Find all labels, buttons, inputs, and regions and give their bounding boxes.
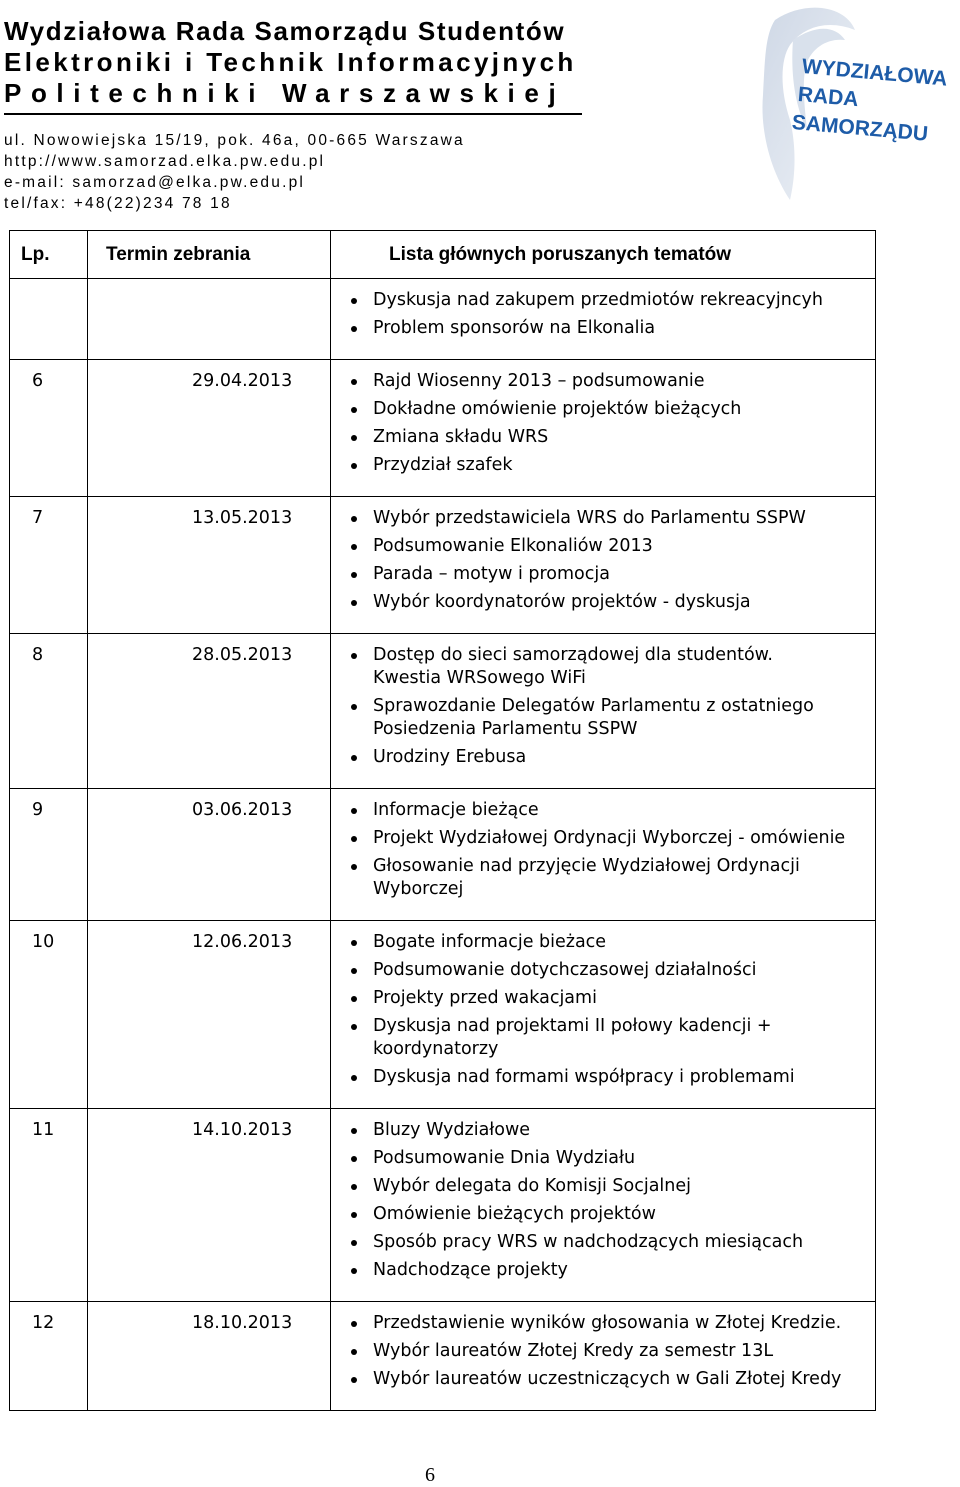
organization-name-line-2: Elektroniki i Technik Informacyjnych (4, 47, 577, 77)
bullet-icon (351, 1024, 357, 1030)
topic-item (331, 426, 875, 449)
logo-text-line-1: WYDZIAŁOWA (800, 55, 949, 91)
cell-meeting-date (88, 279, 331, 360)
cell-topics (331, 921, 876, 1109)
topic-list (331, 279, 875, 359)
topic-item (331, 507, 875, 530)
meetings-table (9, 230, 876, 1411)
bullet-icon (351, 1075, 357, 1081)
topic-item (331, 317, 875, 340)
topic-text: Wybór delegata do Komisji Socjalnej (373, 1176, 692, 1196)
table-row (10, 497, 876, 634)
topic-text: Wybór przedstawiciela WRS do Parlamentu SSPW (373, 508, 806, 528)
logo-text-line-2: RADA (796, 83, 860, 112)
topic-item (331, 1147, 875, 1170)
topic-item (331, 1203, 875, 1226)
topic-text: Dostęp do sieci samorządowej dla studentów. (373, 645, 773, 665)
topic-item (331, 987, 875, 1010)
topic-list (331, 1109, 875, 1301)
bullet-icon (351, 407, 357, 413)
table-row (10, 634, 876, 789)
cell-lp: 12 (10, 1302, 88, 1411)
topic-text: Kwestia WRSowego WiFi (373, 668, 586, 688)
bullet-icon (351, 600, 357, 606)
topic-text: Głosowanie nad przyjęcie Wydziałowej Ordynacji Wyborczej (373, 856, 800, 899)
column-header-lp: Lp. (10, 231, 88, 279)
cell-topics (331, 279, 876, 360)
bullet-icon (351, 1349, 357, 1355)
address: ul. Nowowiejska 15/19, pok. 46a, 00-665 Warszawa (4, 132, 465, 149)
bullet-icon (351, 544, 357, 550)
topic-list (331, 497, 875, 633)
cell-topics (331, 634, 876, 789)
topic-text: Sposób pracy WRS w nadchodzących miesiącach (373, 1232, 804, 1252)
topic-item (331, 746, 875, 769)
cell-meeting-date: 18.10.2013 (88, 1302, 331, 1411)
cell-topics (331, 1109, 876, 1302)
topic-item (331, 289, 875, 312)
topic-item (331, 1119, 875, 1142)
bullet-icon (351, 1212, 357, 1218)
topic-text: Problem sponsorów na Elkonalia (373, 318, 656, 338)
cell-topics (331, 1302, 876, 1411)
topic-text: Informacje bieżące (373, 800, 539, 820)
topic-text: Rajd Wiosenny 2013 – podsumowanie (373, 371, 705, 391)
bullet-icon (351, 1240, 357, 1246)
topic-item (331, 1368, 875, 1391)
bullet-icon (351, 516, 357, 522)
topic-text: Nadchodzące projekty (373, 1260, 568, 1280)
bullet-icon (351, 996, 357, 1002)
topic-item (331, 1340, 875, 1363)
email-link[interactable]: e-mail: samorzad@elka.pw.edu.pl (4, 174, 306, 191)
topic-text: Projekty przed wakacjami (373, 988, 597, 1008)
bullet-icon (351, 808, 357, 814)
topic-text: Dyskusja nad zakupem przedmiotów rekreacyjncyh (373, 290, 823, 310)
topic-text: Przedstawienie wyników głosowania w Złotej Kredzie. (373, 1313, 842, 1333)
column-header-date: Termin zebrania (88, 231, 331, 279)
table-row (10, 360, 876, 497)
logo-text-line-3: SAMORZĄDU (790, 111, 929, 146)
header-divider (4, 113, 582, 115)
cell-meeting-date: 28.05.2013 (88, 634, 331, 789)
cell-meeting-date: 13.05.2013 (88, 497, 331, 634)
topic-list (331, 1302, 875, 1410)
cell-meeting-date: 14.10.2013 (88, 1109, 331, 1302)
topic-item (331, 563, 875, 586)
table-row (10, 921, 876, 1109)
cell-meeting-date: 29.04.2013 (88, 360, 331, 497)
topic-list (331, 789, 875, 920)
bullet-icon (351, 435, 357, 441)
topic-list (331, 360, 875, 496)
topic-text: Urodziny Erebusa (373, 747, 527, 767)
topic-item (331, 1175, 875, 1198)
bullet-icon (351, 940, 357, 946)
topic-item (331, 1259, 875, 1282)
bullet-icon (351, 836, 357, 842)
bullet-icon (351, 1156, 357, 1162)
topic-item (331, 454, 875, 477)
bullet-icon (351, 379, 357, 385)
table-row (10, 1109, 876, 1302)
bullet-icon (351, 755, 357, 761)
topic-item (331, 370, 875, 393)
bullet-icon (351, 1268, 357, 1274)
topic-item (331, 695, 875, 741)
topic-item (331, 855, 875, 901)
topic-item (331, 1231, 875, 1254)
website-link[interactable]: http://www.samorzad.elka.pw.edu.pl (4, 153, 326, 170)
bullet-icon (351, 864, 357, 870)
cell-lp: 7 (10, 497, 88, 634)
topic-text: Wybór laureatów Złotej Kredy za semestr 13L (373, 1341, 774, 1361)
column-header-topics: Lista głównych poruszanych tematów (331, 231, 876, 279)
topic-text: Sprawozdanie Delegatów Parlamentu z ostatniego Posiedzenia Parlamentu SSPW (373, 696, 814, 739)
bullet-icon (351, 298, 357, 304)
topic-text: Dyskusja nad formami współpracy i problemami (373, 1067, 795, 1087)
topic-item (331, 931, 875, 954)
topic-item (331, 1015, 875, 1061)
cell-lp: 6 (10, 360, 88, 497)
topic-list (331, 634, 875, 788)
bullet-icon (351, 1377, 357, 1383)
bullet-icon (351, 653, 357, 659)
cell-meeting-date: 12.06.2013 (88, 921, 331, 1109)
cell-topics (331, 497, 876, 634)
topic-list (331, 921, 875, 1108)
topic-item (331, 535, 875, 558)
page-number: 6 (425, 1464, 435, 1486)
table-row (10, 1302, 876, 1411)
bullet-icon (351, 463, 357, 469)
bullet-icon (351, 1128, 357, 1134)
topic-text: Omówienie bieżących projektów (373, 1204, 656, 1224)
topic-text: Bogate informacje bieżace (373, 932, 607, 952)
topic-text: Zmiana składu WRS (373, 427, 549, 447)
topic-item (331, 591, 875, 614)
cell-lp (10, 279, 88, 360)
bullet-icon (351, 326, 357, 332)
bullet-icon (351, 572, 357, 578)
topic-item (331, 827, 875, 850)
topic-item (331, 1066, 875, 1089)
wrs-logo (735, 0, 960, 220)
topic-text: Podsumowanie dotychczasowej działalności (373, 960, 757, 980)
topic-item (331, 959, 875, 982)
table-header-row (10, 231, 876, 279)
topic-item (331, 667, 875, 690)
topic-text: Wybór laureatów uczestniczących w Gali Złotej Kredy (373, 1369, 842, 1389)
topic-text: Dokładne omówienie projektów bieżących (373, 399, 742, 419)
topic-text: Parada – motyw i promocja (373, 564, 610, 584)
cell-lp: 8 (10, 634, 88, 789)
bullet-icon (351, 1184, 357, 1190)
organization-name-line-3: Politechniki Warszawskiej (4, 78, 566, 108)
bullet-icon (351, 1321, 357, 1327)
topic-text: Dyskusja nad projektami II połowy kadencji + koordynatorzy (373, 1016, 772, 1059)
topic-item (331, 644, 875, 667)
cell-topics (331, 789, 876, 921)
phone-number: tel/fax: +48(22)234 78 18 (4, 195, 232, 212)
bullet-icon (351, 704, 357, 710)
cell-lp: 11 (10, 1109, 88, 1302)
topic-text: Podsumowanie Dnia Wydziału (373, 1148, 636, 1168)
topic-text: Bluzy Wydziałowe (373, 1120, 531, 1140)
topic-item (331, 1312, 875, 1335)
cell-meeting-date: 03.06.2013 (88, 789, 331, 921)
cell-topics (331, 360, 876, 497)
topic-text: Wybór koordynatorów projektów - dyskusja (373, 592, 751, 612)
table-row (10, 789, 876, 921)
table-row (10, 279, 876, 360)
cell-lp: 10 (10, 921, 88, 1109)
topic-item (331, 398, 875, 421)
letterhead (0, 0, 960, 225)
bullet-icon (351, 968, 357, 974)
topic-text: Przydział szafek (373, 455, 513, 475)
topic-text: Projekt Wydziałowej Ordynacji Wyborczej - omówienie (373, 828, 846, 848)
cell-lp: 9 (10, 789, 88, 921)
topic-item (331, 799, 875, 822)
organization-name-line-1: Wydziałowa Rada Samorządu Studentów (4, 16, 566, 46)
topic-text: Podsumowanie Elkonaliów 2013 (373, 536, 653, 556)
